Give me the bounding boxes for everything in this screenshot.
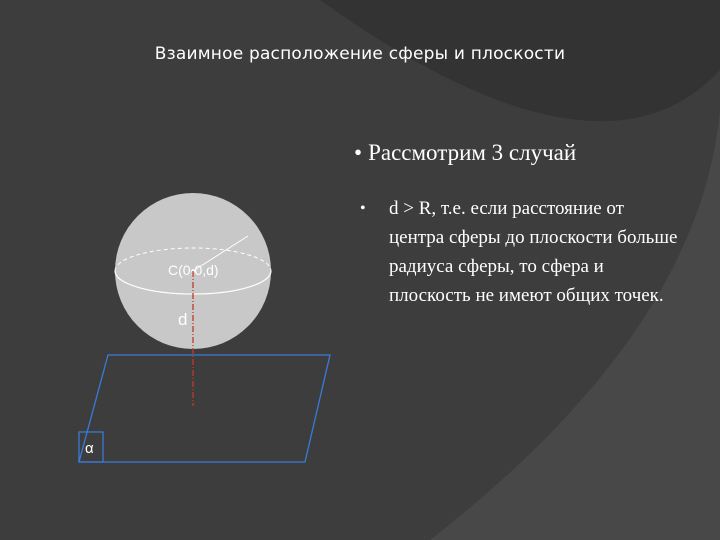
- plane-label: α: [85, 440, 94, 457]
- distance-label: d: [178, 310, 188, 329]
- center-label: C(0,0,d): [168, 262, 219, 278]
- heading-bullet: •: [354, 140, 363, 165]
- case-text: d > R, т.е. если расстояние от центра сферы до плоскости больше радиуса сферы, то сфера и плоскость не имеют общих точек.: [389, 198, 678, 306]
- plane-outline: [79, 355, 330, 462]
- slide-title: Взаимное расположение сферы и плоскости: [154, 44, 566, 64]
- case-bullet: •: [360, 200, 366, 217]
- heading-text: Рассмотрим 3 случай: [368, 140, 577, 165]
